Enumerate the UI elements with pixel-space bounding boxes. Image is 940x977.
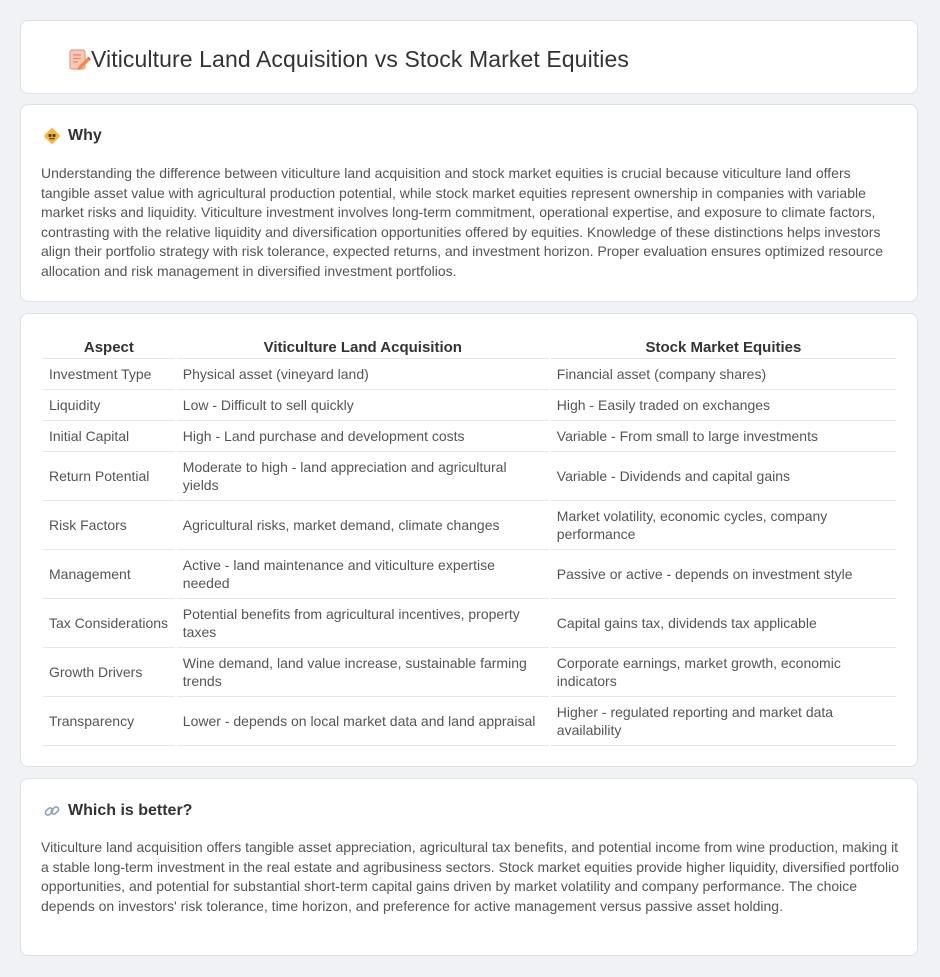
table-cell: Market volatility, economic cycles, company performance [551,501,896,550]
which-better-text: Viticulture land acquisition offers tangible asset appreciation, agricultural tax benefits, and potential income from wine production, making it a stable long-term investment in the real estate and agribusiness sectors. Stock market equities provide higher liquidity, diversified portfolio opportunities, and potential for substantial short-term capital gains driven by market volatility and company performance. The choice depends on investors' risk tolerance, time horizon, and preference for active management versus passive asset holding. [41,839,900,914]
table-cell: Potential benefits from agricultural incentives, property taxes [177,599,549,648]
table-cell: Wine demand, land value increase, sustainable farming trends [177,648,549,697]
why-text: Understanding the difference between viticulture land acquisition and stock market equities is crucial because viticulture land offers tangible asset value with agricultural production potential, while stock market equities represent ownership in companies with variable market risks and liquidity. Viticulture investment involves long-term commitment, operational expertise, and exposure to climate factors, contrasting with the relative liquidity and diversification opportunities offered by equities. Knowledge of these distinctions helps investors align their portfolio strategy with risk tolerance, expected returns, and investment horizon. Proper evaluation ensures optimized resource allocation and risk management in diversified investment portfolios. [41,165,883,279]
table-cell: Initial Capital [43,421,175,452]
table-row [43,359,896,390]
why-section [20,104,918,302]
table-cell: Higher - regulated reporting and market data availability [551,697,896,746]
table-cell: Return Potential [43,452,175,501]
table-cell: Transparency [43,697,175,746]
column-header-aspect: Aspect [43,336,175,359]
why-heading-label: Why [68,127,102,144]
table-header-row [43,336,896,359]
which-better-heading-label: Which is better? [68,802,193,819]
table-cell: Moderate to high - land appreciation and agricultural yields [177,452,549,501]
table-cell: Low - Difficult to sell quickly [177,390,549,421]
which-better-heading [43,802,192,820]
table-cell: Active - land maintenance and viticulture expertise needed [177,550,549,599]
table-cell: Risk Factors [43,501,175,550]
column-header-viticulture: Viticulture Land Acquisition [177,336,549,359]
table-row [43,421,896,452]
table-cell: Financial asset (company shares) [551,359,896,390]
table-row [43,648,896,697]
table-row [43,452,896,501]
comparison-section [20,313,918,767]
table-cell: Lower - depends on local market data and land appraisal [177,697,549,746]
link-icon [43,802,61,820]
why-heading [43,127,102,145]
table-row [43,390,896,421]
which-better-section [20,778,918,956]
table-cell: Variable - Dividends and capital gains [551,452,896,501]
table-cell: High - Land purchase and development costs [177,421,549,452]
table-cell: Growth Drivers [43,648,175,697]
table-cell: Variable - From small to large investments [551,421,896,452]
table-row [43,697,896,746]
table-cell: High - Easily traded on exchanges [551,390,896,421]
header-card [20,20,918,94]
table-row [43,501,896,550]
table-cell: Physical asset (vineyard land) [177,359,549,390]
document-pencil-icon [66,47,92,73]
table-cell: Agricultural risks, market demand, climate changes [177,501,549,550]
column-header-equities: Stock Market Equities [551,336,896,359]
table-cell: Passive or active - depends on investment style [551,550,896,599]
table-cell: Management [43,550,175,599]
table-cell: Investment Type [43,359,175,390]
table-row [43,599,896,648]
table-cell: Capital gains tax, dividends tax applicable [551,599,896,648]
table-cell: Corporate earnings, market growth, economic indicators [551,648,896,697]
lightbulb-sign-icon [43,127,61,145]
table-row [43,550,896,599]
table-cell: Liquidity [43,390,175,421]
table-cell: Tax Considerations [43,599,175,648]
comparison-table [41,336,898,746]
page-title: Viticulture Land Acquisition vs Stock Market Equities [91,46,629,72]
